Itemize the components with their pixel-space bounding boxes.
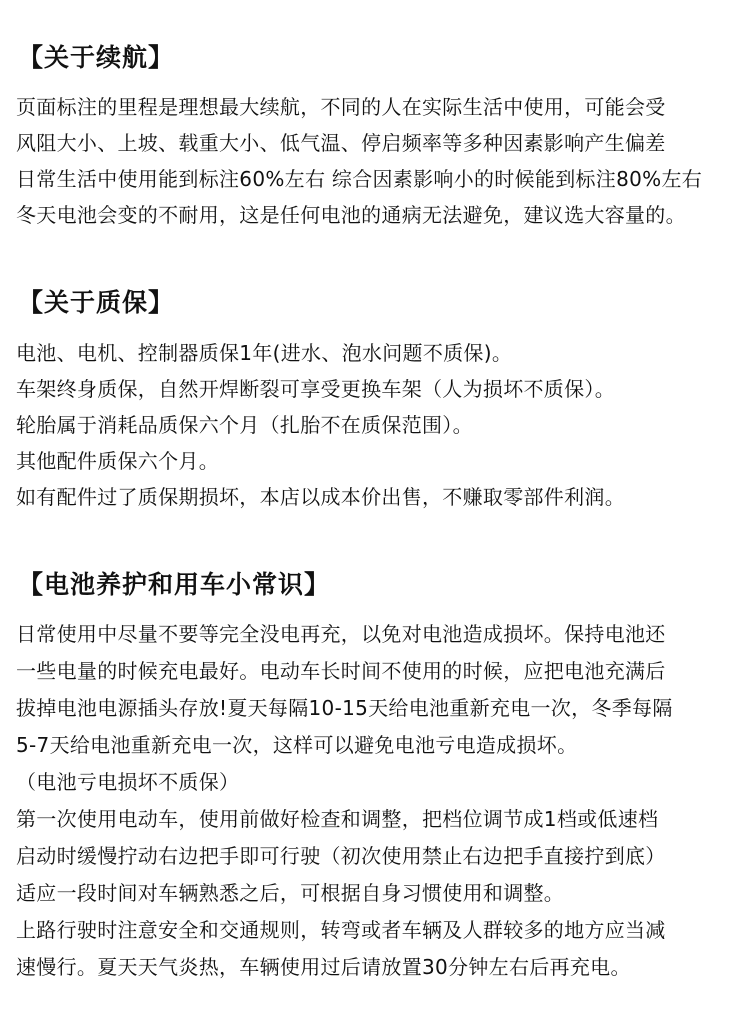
battery-heading: 【电池养护和用车小常识】 [18,570,331,599]
warranty-line-2: 车架终身质保，自然开焊断裂可享受更换车架（人为损坏不质保）。 [16,377,615,401]
range-line-3: 日常生活中使用能到标注60%左右 综合因素影响小的时候能到标注80%左右 [16,167,703,191]
battery-line-5: （电池亏电损坏不质保） [16,770,240,794]
battery-line-10: 速慢行。夏天天气炎热，车辆使用过后请放置30分钟左右后再充电。 [16,955,631,979]
range-line-2: 风阻大小、上坡、载重大小、低气温、停启频率等多种因素影响产生偏差 [16,131,666,155]
battery-line-2: 一些电量的时候充电最好。电动车长时间不使用的时候，应把电池充满后 [16,659,666,683]
battery-line-1: 日常使用中尽量不要等完全没电再充，以免对电池造成损坏。保持电池还 [16,622,666,646]
range-heading: 【关于续航】 [18,43,175,72]
battery-line-7: 启动时缓慢拧动右边把手即可行驶（初次使用禁止右边把手直接拧到底） [16,844,666,868]
warranty-line-1: 电池、电机、控制器质保1年(进水、泡水问题不质保)。 [16,341,513,365]
battery-line-6: 第一次使用电动车，使用前做好检查和调整，把档位调节成1档或低速档 [16,807,659,831]
battery-line-8: 适应一段时间对车辆熟悉之后，可根据自身习惯使用和调整。 [16,881,565,905]
warranty-heading: 【关于质保】 [18,288,175,317]
battery-line-4: 5-7天给电池重新充电一次，这样可以避免电池亏电造成损坏。 [16,733,578,757]
range-line-4: 冬天电池会变的不耐用，这是任何电池的通病无法避免，建议选大容量的。 [16,203,686,227]
warranty-line-3: 轮胎属于消耗品质保六个月（扎胎不在质保范围）。 [16,413,473,437]
warranty-line-5: 如有配件过了质保期损坏，本店以成本价出售，不赚取零部件利润。 [16,485,625,509]
battery-line-9: 上路行驶时注意安全和交通规则，转弯或者车辆及人群较多的地方应当减 [16,918,666,942]
battery-line-3: 拔掉电池电源插头存放!夏天每隔10-15天给电池重新充电一次，冬季每隔 [16,696,673,720]
warranty-line-4: 其他配件质保六个月。 [16,449,219,473]
range-line-1: 页面标注的里程是理想最大续航，不同的人在实际生活中使用，可能会受 [16,95,666,119]
